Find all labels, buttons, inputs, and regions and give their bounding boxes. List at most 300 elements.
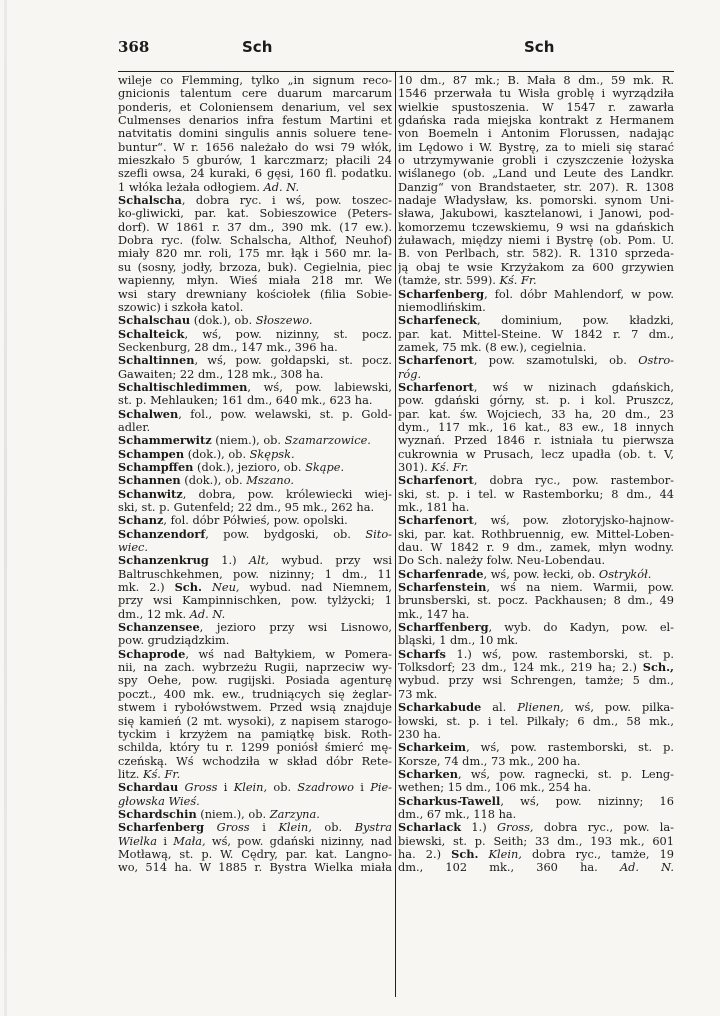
- text-segment: , wś, pow. gołdapski, st. pocz.: [194, 354, 392, 368]
- italic-text: Neu,: [211, 581, 240, 595]
- text-line: [118, 528, 392, 541]
- text-line: [118, 87, 392, 100]
- left-column: [118, 74, 392, 875]
- text-segment: (niem.), ob.: [211, 434, 285, 448]
- text-segment: Danzig“ von Brandstaeter, str. 207). R. 1308: [398, 180, 674, 194]
- entry-headword: Scharfeneck: [398, 314, 478, 328]
- text-segment: szefli owsa, 24 kuraki, 6 gęsi, 160 fl. podatku.: [118, 167, 392, 181]
- text-line: [398, 808, 674, 821]
- entry-headword: Schannen: [118, 474, 181, 488]
- text-line: [118, 461, 392, 474]
- text-segment: miały 820 mr. roli, 175 mr. łąk i 560 mr. la-: [118, 247, 392, 261]
- text-line: [398, 74, 674, 87]
- text-segment: 1.): [208, 554, 249, 568]
- text-segment: , wś, pow. ragnecki, st. p. Leng-: [458, 767, 674, 781]
- text-segment: natvitatis domini singulis annis soluere tene-: [118, 127, 392, 141]
- italic-text: Pie-: [370, 781, 392, 795]
- italic-text: Ad. N.: [189, 607, 226, 621]
- italic-text: Szadrowo: [297, 781, 354, 795]
- text-line: [118, 274, 392, 287]
- text-segment: Korsze, 74 dm., 73 mk., 200 ha.: [398, 754, 581, 768]
- text-line: [398, 394, 674, 407]
- text-segment: ob.: [267, 781, 298, 795]
- entry-headword: Scharfenort: [398, 380, 474, 394]
- text-line: [398, 821, 674, 834]
- entry-headword: Schampen: [118, 447, 185, 461]
- text-line: [398, 528, 674, 541]
- text-segment: , dobra, pow. królewiecki wiej-: [182, 487, 392, 501]
- text-line: [398, 314, 674, 327]
- italic-text: Szamarzowice.: [284, 434, 371, 448]
- entry-headword: Schaltischledimmen: [118, 380, 248, 394]
- text-line: [398, 368, 674, 381]
- italic-text: Mała,: [173, 834, 206, 848]
- entry-headword: Scharfenberg: [398, 287, 485, 301]
- text-segment: pow. grudziądzkim.: [118, 634, 230, 648]
- right-running-head: Sch: [524, 38, 555, 56]
- italic-text: Skąpe.: [305, 460, 345, 474]
- italic-text: Sito-: [365, 527, 392, 541]
- text-line: [398, 221, 674, 234]
- text-line: [398, 688, 674, 701]
- text-line: [118, 301, 392, 314]
- text-line: [398, 421, 674, 434]
- text-segment: dm., 12 mk.: [118, 607, 190, 621]
- text-line: [118, 501, 392, 514]
- text-line: [398, 141, 674, 154]
- text-segment: , pow. bydgoski, ob.: [205, 527, 366, 541]
- text-line: [118, 288, 392, 301]
- text-line: [398, 474, 674, 487]
- entry-headword: Scharkeim: [398, 741, 467, 755]
- text-line: [118, 247, 392, 260]
- text-segment: , wś, pow. labiewski,: [247, 380, 392, 394]
- text-line: [398, 554, 674, 567]
- text-segment: 1546 przerwała tu Wisła groblę i wyrządziła: [398, 87, 674, 101]
- text-segment: stwem i rybołówstwem. Przed wsią znajduje: [118, 701, 392, 715]
- text-line: [118, 328, 392, 341]
- text-segment: i: [249, 821, 279, 835]
- text-segment: wś, pow. pilka-: [563, 701, 674, 715]
- text-segment: ko-gliwicki, par. kat. Sobieszowice (Peters-: [118, 207, 392, 221]
- text-line: [118, 861, 392, 874]
- text-segment: , wś, pow. łecki, ob.: [483, 567, 599, 581]
- italic-text: Bystra: [354, 821, 392, 835]
- italic-text: Zarzyna.: [269, 807, 320, 821]
- text-segment: Dobra ryc. (folw. Schalscha, Althof, Neuhof): [118, 234, 392, 248]
- text-segment: Sch.,: [642, 661, 674, 675]
- italic-text: Gross: [184, 781, 218, 795]
- text-line: [118, 661, 392, 674]
- text-line: [118, 741, 392, 754]
- text-segment: wileje co Flemming, tylko „in signum reco-: [118, 74, 392, 87]
- text-segment: brunsberski, st. pocz. Packhausen; 8 dm., 49: [398, 594, 674, 608]
- text-segment: pow. gdański górny, st. p. i kol. Pruszcz,: [398, 394, 674, 408]
- text-line: [398, 648, 674, 661]
- text-line: [118, 368, 392, 381]
- text-line: [118, 594, 392, 607]
- text-line: [398, 181, 674, 194]
- text-line: [118, 127, 392, 140]
- text-line: [398, 795, 674, 808]
- italic-text: Mszano.: [246, 474, 294, 488]
- text-segment: gdańska rada miejska kontrakt z Hermanem: [398, 114, 674, 128]
- text-segment: [202, 581, 212, 594]
- text-line: [118, 181, 392, 194]
- entry-headword: Scharfenort: [398, 354, 474, 368]
- text-segment: wybud. przy wsi Schrengen, tamże; 5 dm.,: [398, 674, 674, 688]
- italic-text: Alt,: [248, 554, 269, 568]
- text-segment: (niem.), ob.: [196, 807, 270, 821]
- text-line: [118, 421, 392, 434]
- text-line: [398, 167, 674, 180]
- italic-text: głowska Wieś.: [118, 794, 200, 808]
- text-line: [118, 341, 392, 354]
- text-segment: al.: [481, 701, 518, 715]
- text-segment: nadaje Władysław, ks. pomorski. synom Uni-: [398, 194, 674, 208]
- text-line: [398, 488, 674, 501]
- text-segment: dm., 102 mk., 360 ha.: [398, 861, 620, 875]
- text-segment: spy Oehe, pow. rugijski. Posiada agenturę: [118, 674, 392, 688]
- text-segment: , wś nad Bałtykiem, w Pomera-: [185, 647, 392, 661]
- text-line: [118, 568, 392, 581]
- text-line: [118, 261, 392, 274]
- text-line: [398, 621, 674, 634]
- italic-text: Kś. Fr.: [143, 767, 181, 781]
- text-line: [118, 634, 392, 647]
- text-line: [118, 781, 392, 794]
- text-segment: i: [157, 834, 174, 848]
- entry-headword: Scharfenort: [398, 474, 474, 488]
- entry-headword: Schalschau: [118, 314, 191, 328]
- text-segment: dobra ryc., tamże, 19: [521, 847, 674, 861]
- text-line: [398, 715, 674, 728]
- text-segment: , wyb. do Kadyn, pow. el-: [488, 621, 674, 635]
- italic-text: Ostrykół.: [598, 567, 652, 581]
- text-segment: st. p. Mehlauken; 161 dm., 640 mk., 623 ha.: [118, 394, 373, 408]
- text-segment: i: [353, 781, 371, 795]
- text-line: [118, 648, 392, 661]
- text-segment: czeńską. Wś wchodziła w skład dóbr Rete-: [118, 754, 392, 768]
- text-line: [118, 554, 392, 567]
- text-segment: , fol., pow. welawski, st. p. Gold-: [178, 407, 392, 421]
- text-line: [118, 408, 392, 421]
- text-segment: , pow. szamotulski, ob.: [473, 354, 639, 368]
- text-segment: żuławach, między niemi i Bystrę (ob. Pom. U.: [398, 234, 674, 248]
- entry-headword: Scharfenberg: [118, 821, 205, 835]
- text-line: [398, 261, 674, 274]
- entry-headword: Schaltinnen: [118, 354, 195, 368]
- text-line: [398, 728, 674, 741]
- text-segment: łowski, st. p. i tel. Pilkały; 6 dm., 58 mk.,: [398, 714, 674, 728]
- text-segment: adler.: [118, 420, 151, 434]
- text-segment: ją obaj te wsie Krzyżakom za 600 grzywien: [398, 260, 674, 274]
- text-segment: dorf). W 1861 r. 37 dm., 390 mk. (17 ew.).: [118, 220, 392, 234]
- text-segment: wybud. nad Niemnem,: [239, 581, 392, 595]
- text-segment: , wś, pow. złotoryjsko-hajnow-: [473, 514, 674, 528]
- text-segment: schilda, który tu r. 1299 poniósł śmierć mę-: [118, 741, 392, 755]
- text-segment: , wś, pow. rastemborski, st. p.: [466, 741, 674, 755]
- text-line: [398, 101, 674, 114]
- text-segment: Sch.: [174, 581, 202, 595]
- text-line: [398, 608, 674, 621]
- text-segment: (dok.), ob.: [190, 314, 256, 328]
- text-segment: wyznań. Przed 1846 r. istniała tu pierwsza: [398, 434, 674, 448]
- text-segment: par. kat. Mittel-Steine. W 1842 r. 7 dm.,: [398, 327, 674, 341]
- text-segment: im Lędowo i W. Bystrę, za to mieli się starać: [398, 140, 674, 154]
- text-segment: litz.: [118, 767, 144, 781]
- text-line: [398, 541, 674, 554]
- left-running-head: Sch: [242, 38, 273, 56]
- text-line: [118, 808, 392, 821]
- text-line: [118, 715, 392, 728]
- entry-headword: Schanz: [118, 514, 164, 528]
- text-line: [398, 408, 674, 421]
- entry-headword: Schanzenkrug: [118, 554, 209, 568]
- text-line: [118, 194, 392, 207]
- text-line: [118, 74, 392, 87]
- text-segment: , wś w nizinach gdańskich,: [473, 380, 674, 394]
- text-segment: (dok.), ob.: [184, 447, 250, 461]
- text-line: [118, 354, 392, 367]
- text-segment: ob.: [311, 821, 355, 835]
- text-segment: , dominium, pow. kładzki,: [477, 314, 674, 328]
- text-segment: 230 ha.: [398, 727, 441, 741]
- text-segment: [204, 821, 217, 834]
- text-line: [118, 234, 392, 247]
- text-segment: wsi stary drewniany kościołek (filia Sobie-: [118, 287, 392, 301]
- text-segment: , dobra ryc. i wś, pow. toszec-: [181, 194, 392, 208]
- italic-text: Klein,: [278, 821, 312, 835]
- text-segment: biewski, st. p. Seith; 33 dm., 193 mk., 601: [398, 834, 674, 848]
- text-segment: dobra ryc., pow. la-: [533, 821, 674, 835]
- text-segment: 1.) wś, pow. rastemborski, st. p.: [445, 647, 674, 661]
- text-line: [398, 514, 674, 527]
- text-line: [118, 448, 392, 461]
- text-segment: o utrzymywanie grobli i czyszczenie łożyska: [398, 154, 674, 168]
- italic-text: Klein,: [488, 847, 522, 861]
- text-line: [398, 741, 674, 754]
- text-line: [118, 207, 392, 220]
- text-line: [118, 394, 392, 407]
- text-line: [118, 701, 392, 714]
- page-number: 368: [118, 38, 150, 56]
- text-line: [118, 434, 392, 447]
- text-line: [118, 768, 392, 781]
- text-segment: , dobra ryc., pow. rastembor-: [473, 474, 674, 488]
- italic-text: Klein,: [233, 781, 268, 795]
- text-segment: cukrownia w Prusach, lecz upadła (ob. t. V,: [398, 447, 674, 461]
- text-line: [118, 581, 392, 594]
- text-line: [398, 674, 674, 687]
- entry-headword: Scharkabude: [398, 701, 482, 715]
- text-segment: szowic) i szkoła katol.: [118, 300, 244, 314]
- text-segment: Seckenburg, 28 dm., 147 mk., 396 ha.: [118, 340, 338, 354]
- text-segment: dau. W 1842 r. 9 dm., zamek, młyn wodny.: [398, 541, 674, 555]
- text-segment: komorzemu tczewskiemu, 9 wsi na gdańskich: [398, 220, 674, 234]
- text-segment: sława, Jakubowi, kasztelanowi, i Janowi, pod-: [398, 207, 674, 221]
- text-segment: 1.): [461, 821, 497, 835]
- text-segment: wethen; 15 dm., 106 mk., 254 ha.: [398, 781, 592, 795]
- text-line: [398, 755, 674, 768]
- text-segment: , wś, pow. nizinny; 16: [500, 794, 674, 808]
- text-line: [398, 781, 674, 794]
- entry-headword: Scharken: [398, 767, 458, 781]
- text-line: [398, 581, 674, 594]
- italic-text: Gross: [216, 821, 250, 835]
- text-segment: [478, 848, 488, 861]
- text-segment: Baltruschkehmen, pow. nizinny; 1 dm., 11: [118, 567, 392, 581]
- text-segment: 73 mk.: [398, 687, 438, 701]
- text-line: [398, 568, 674, 581]
- header-rule: [118, 71, 674, 72]
- text-line: [118, 488, 392, 501]
- entry-headword: Scharfenrade: [398, 567, 484, 581]
- text-segment: wś, pow. gdański nizinny, nad: [205, 834, 392, 848]
- text-segment: mk., 147 ha.: [398, 607, 470, 621]
- text-line: [398, 434, 674, 447]
- text-line: [118, 821, 392, 834]
- text-line: [118, 608, 392, 621]
- text-segment: ski, par. kat. Rothbruennig, ew. Mittel-Loben-: [398, 527, 674, 541]
- italic-text: Kś. Fr.: [499, 274, 537, 288]
- text-segment: ha. 2.): [398, 847, 452, 861]
- entry-headword: Schardschin: [118, 807, 197, 821]
- text-segment: i: [217, 781, 234, 795]
- text-line: [398, 114, 674, 127]
- text-segment: wybud. przy wsi: [268, 554, 392, 568]
- text-line: [398, 301, 674, 314]
- text-segment: 1 włóka leżała odłogiem.: [118, 180, 264, 194]
- right-column: [398, 74, 674, 875]
- text-line: [118, 755, 392, 768]
- text-segment: wiślanego (ob. „Land und Leute des Landkr.: [398, 167, 674, 181]
- entry-headword: Scharfenort: [398, 514, 474, 528]
- text-line: [398, 594, 674, 607]
- text-segment: wapienny, młyn. Wieś miała 218 mr. We: [118, 274, 392, 288]
- italic-text: Plienen,: [517, 701, 564, 715]
- italic-text: Gross,: [496, 821, 534, 835]
- page-header: [118, 38, 578, 58]
- entry-headword: Schanzendorf: [118, 527, 206, 541]
- text-line: [118, 141, 392, 154]
- italic-text: Wielka: [118, 834, 158, 848]
- entry-headword: Schalwen: [118, 407, 179, 421]
- text-segment: B. von Perlbach, str. 582). R. 1310 sprzeda-: [398, 247, 674, 261]
- text-segment: Motławą, st. p. W. Cędry, par. kat. Langno-: [118, 847, 392, 861]
- text-line: [398, 234, 674, 247]
- text-segment: mk. 2.): [118, 581, 175, 595]
- text-segment: par. kat. św. Wojciech, 33 ha, 20 dm., 23: [398, 407, 674, 421]
- text-line: [118, 621, 392, 634]
- text-line: [398, 835, 674, 848]
- text-line: [118, 167, 392, 180]
- text-segment: ponderis, et Coloniensem denarium, vel sex: [118, 100, 392, 114]
- entry-headword: Schalscha: [118, 194, 182, 208]
- text-segment: Do Sch. należy folw. Neu-Lobendau.: [398, 554, 606, 568]
- text-segment: Gawaiten; 22 dm., 128 mk., 308 ha.: [118, 367, 324, 381]
- text-line: [398, 848, 674, 861]
- entry-headword: Schanwitz: [118, 487, 183, 501]
- entry-headword: Schanzensee: [118, 621, 200, 635]
- text-line: [398, 501, 674, 514]
- page-edge-shadow: [4, 0, 7, 1016]
- text-segment: Culmenses denarios infra festum Martini et: [118, 114, 392, 128]
- column-divider: [395, 72, 396, 997]
- text-line: [398, 381, 674, 394]
- text-line: [398, 661, 674, 674]
- text-segment: , jezioro przy wsi Lisnowo,: [199, 621, 392, 635]
- text-segment: tyckim i krzyżem na pamiątkę bisk. Roth-: [118, 727, 392, 741]
- italic-text: róg.: [398, 367, 422, 381]
- text-line: [118, 154, 392, 167]
- text-segment: (dok.), jezioro, ob.: [193, 460, 306, 474]
- text-line: [398, 288, 674, 301]
- text-segment: mieszkało 5 gburów, 1 karczmarz; płacili 24: [118, 154, 392, 168]
- text-line: [398, 207, 674, 220]
- italic-text: Słoszewo.: [255, 314, 313, 328]
- text-segment: , wś, pow. nizinny, st. pocz.: [184, 327, 392, 341]
- text-line: [398, 861, 674, 874]
- text-line: [398, 127, 674, 140]
- italic-text: Ostro-: [638, 354, 674, 368]
- text-line: [118, 835, 392, 848]
- text-line: [398, 87, 674, 100]
- text-segment: von Boemeln i Antonim Florussen, nadając: [398, 127, 674, 141]
- text-segment: , fol. dóbr Półwieś, pow. opolski.: [163, 514, 348, 528]
- entry-headword: Schaprode: [118, 647, 186, 661]
- text-segment: nii, na zach. wybrzeżu Rugii, naprzeciw wy-: [118, 661, 392, 675]
- text-segment: wielkie spustoszenia. W 1547 r. zawarła: [398, 100, 674, 114]
- entry-headword: Schammerwitz: [118, 434, 212, 448]
- text-line: [398, 247, 674, 260]
- text-line: [398, 634, 674, 647]
- entry-headword: Scharkus-Tawell: [398, 794, 501, 808]
- text-line: [398, 768, 674, 781]
- italic-text: Kś. Fr.: [431, 460, 469, 474]
- text-line: [118, 514, 392, 527]
- text-segment: poczt., 400 mk. ew., trudniących się żeglar-: [118, 687, 392, 701]
- text-segment: zamek, 75 mk. (8 ew.), cegielnia.: [398, 340, 587, 354]
- text-segment: dym., 117 mk., 16 kat., 83 ew., 18 innych: [398, 420, 674, 434]
- text-segment: dm., 67 mk., 118 ha.: [398, 807, 517, 821]
- text-segment: się kamień (2 mt. wysoki), z napisem starogo-: [118, 714, 392, 728]
- text-segment: buntur“. W r. 1656 należało do wsi 79 włók,: [118, 140, 392, 154]
- text-line: [118, 314, 392, 327]
- text-segment: ski, st. p. i tel. w Rastemborku; 8 dm., 44: [398, 487, 674, 501]
- text-segment: 10 dm., 87 mk.; B. Mała 8 dm., 59 mk. R.: [398, 74, 674, 87]
- text-line: [118, 674, 392, 687]
- entry-headword: Scharfenstein: [398, 581, 487, 595]
- entry-headword: Schampffen: [118, 460, 194, 474]
- text-line: [118, 221, 392, 234]
- italic-text: Ad. N.: [263, 180, 300, 194]
- text-segment: ski, st. p. Gutenfeld; 22 dm., 95 mk., 262 ha.: [118, 501, 375, 514]
- text-segment: wo, 514 ha. W 1885 r. Bystra Wielka miała: [118, 861, 392, 875]
- text-line: [398, 461, 674, 474]
- text-segment: gnicionis talentum cere duarum marcarum: [118, 87, 392, 101]
- entry-headword: Schalteick: [118, 327, 185, 341]
- text-segment: niemodlińskim.: [398, 300, 486, 314]
- italic-text: wiec.: [118, 541, 149, 555]
- text-segment: Sch.: [451, 847, 479, 861]
- text-segment: (dok.), ob.: [180, 474, 247, 488]
- entry-headword: Schardau: [118, 781, 179, 795]
- entry-headword: Scharffenberg: [398, 621, 489, 635]
- text-line: [398, 448, 674, 461]
- text-segment: , fol. dóbr Mahlendorf, w pow.: [484, 287, 674, 301]
- text-line: [118, 381, 392, 394]
